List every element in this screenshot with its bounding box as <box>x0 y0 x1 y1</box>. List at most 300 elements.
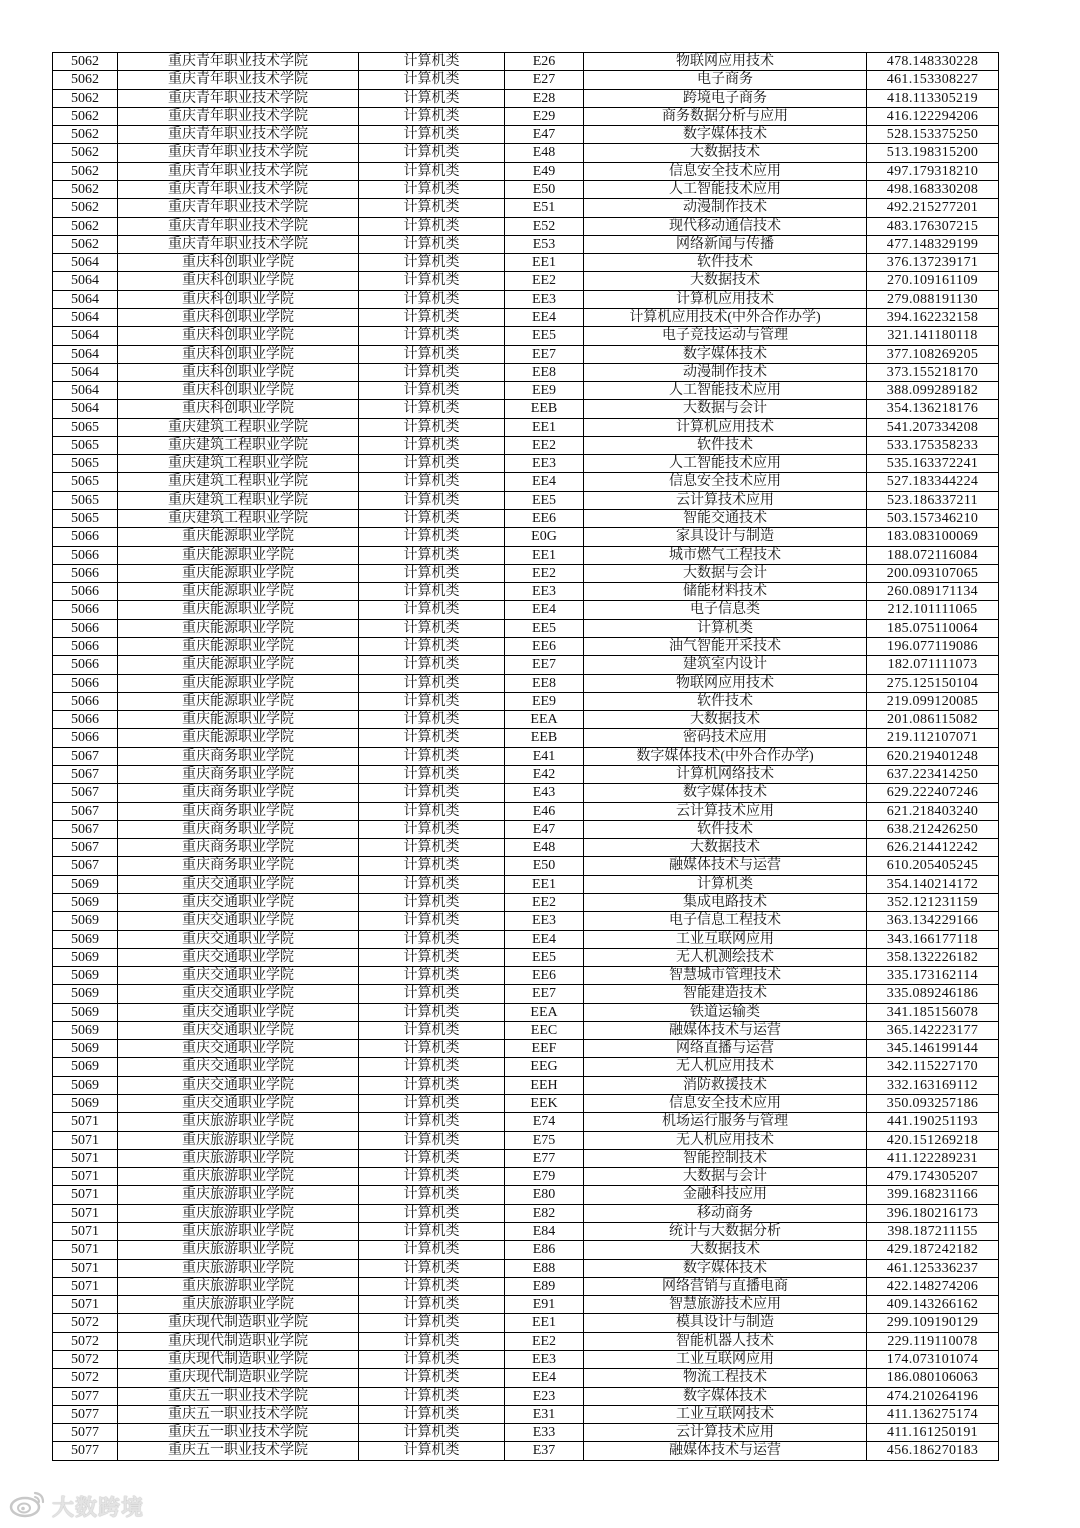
major-code: E86 <box>505 1241 584 1259</box>
major-name: 移动商务 <box>584 1205 867 1223</box>
school-code: 5071 <box>53 1260 118 1278</box>
score: 492.215277201 <box>867 199 999 217</box>
school-name: 重庆科创职业学院 <box>118 327 359 345</box>
school-name: 重庆建筑工程职业学院 <box>118 419 359 437</box>
score: 229.119110078 <box>867 1333 999 1351</box>
score: 474.210264196 <box>867 1388 999 1406</box>
major-code: E48 <box>505 839 584 857</box>
school-name: 重庆青年职业技术学院 <box>118 236 359 254</box>
major-code: E53 <box>505 236 584 254</box>
school-name: 重庆能源职业学院 <box>118 547 359 565</box>
school-name: 重庆建筑工程职业学院 <box>118 492 359 510</box>
major-code: EE1 <box>505 254 584 272</box>
major-code: E33 <box>505 1424 584 1442</box>
school-code: 5064 <box>53 291 118 309</box>
school-name: 重庆旅游职业学院 <box>118 1132 359 1150</box>
major-code: E50 <box>505 181 584 199</box>
major-name: 融媒体技术与运营 <box>584 857 867 875</box>
school-name: 重庆旅游职业学院 <box>118 1296 359 1314</box>
school-name: 重庆青年职业技术学院 <box>118 71 359 89</box>
major-code: E47 <box>505 126 584 144</box>
category: 计算机类 <box>359 1150 505 1168</box>
category: 计算机类 <box>359 620 505 638</box>
major-name: 大数据与会计 <box>584 1168 867 1186</box>
major-name: 计算机类 <box>584 620 867 638</box>
category: 计算机类 <box>359 71 505 89</box>
school-code: 5071 <box>53 1168 118 1186</box>
major-code: EE4 <box>505 601 584 619</box>
school-name: 重庆青年职业技术学院 <box>118 218 359 236</box>
score: 396.180216173 <box>867 1205 999 1223</box>
school-code: 5069 <box>53 1095 118 1113</box>
category: 计算机类 <box>359 382 505 400</box>
category: 计算机类 <box>359 1351 505 1369</box>
score: 638.212426250 <box>867 821 999 839</box>
major-code: EE3 <box>505 455 584 473</box>
school-name: 重庆交通职业学院 <box>118 949 359 967</box>
score: 352.121231159 <box>867 894 999 912</box>
score: 621.218403240 <box>867 803 999 821</box>
major-name: 数字媒体技术(中外合作办学) <box>584 748 867 766</box>
category: 计算机类 <box>359 1424 505 1442</box>
category: 计算机类 <box>359 1369 505 1387</box>
school-name: 重庆建筑工程职业学院 <box>118 437 359 455</box>
score: 541.207334208 <box>867 419 999 437</box>
score: 219.112107071 <box>867 729 999 747</box>
school-code: 5062 <box>53 199 118 217</box>
major-name: 计算机类 <box>584 876 867 894</box>
category: 计算机类 <box>359 1132 505 1150</box>
major-name: 大数据技术 <box>584 1241 867 1259</box>
category: 计算机类 <box>359 766 505 784</box>
major-name: 家具设计与制造 <box>584 528 867 546</box>
major-name: 融媒体技术与运营 <box>584 1442 867 1460</box>
category: 计算机类 <box>359 711 505 729</box>
major-code: E28 <box>505 90 584 108</box>
school-code: 5062 <box>53 218 118 236</box>
score: 185.075110064 <box>867 620 999 638</box>
school-name: 重庆能源职业学院 <box>118 638 359 656</box>
school-code: 5064 <box>53 346 118 364</box>
school-name: 重庆交通职业学院 <box>118 931 359 949</box>
school-code: 5066 <box>53 729 118 747</box>
category: 计算机类 <box>359 748 505 766</box>
school-name: 重庆科创职业学院 <box>118 382 359 400</box>
category: 计算机类 <box>359 1186 505 1204</box>
major-code: E50 <box>505 857 584 875</box>
school-name: 重庆科创职业学院 <box>118 364 359 382</box>
major-name: 无人机应用技术 <box>584 1058 867 1076</box>
score: 321.141180118 <box>867 327 999 345</box>
category: 计算机类 <box>359 199 505 217</box>
major-name: 动漫制作技术 <box>584 199 867 217</box>
school-name: 重庆旅游职业学院 <box>118 1260 359 1278</box>
major-code: EE2 <box>505 1333 584 1351</box>
category: 计算机类 <box>359 53 505 71</box>
category: 计算机类 <box>359 126 505 144</box>
major-name: 工业互联网应用 <box>584 1351 867 1369</box>
school-code: 5069 <box>53 1077 118 1095</box>
school-code: 5071 <box>53 1186 118 1204</box>
score: 342.115227170 <box>867 1058 999 1076</box>
school-code: 5064 <box>53 364 118 382</box>
score: 174.073101074 <box>867 1351 999 1369</box>
major-name: 人工智能技术应用 <box>584 181 867 199</box>
major-code: E74 <box>505 1113 584 1131</box>
score: 441.190251193 <box>867 1113 999 1131</box>
category: 计算机类 <box>359 254 505 272</box>
major-code: EE5 <box>505 492 584 510</box>
score: 186.080106063 <box>867 1369 999 1387</box>
school-name: 重庆现代制造职业学院 <box>118 1314 359 1332</box>
score: 527.183344224 <box>867 473 999 491</box>
category: 计算机类 <box>359 1278 505 1296</box>
score: 260.089171134 <box>867 583 999 601</box>
school-code: 5071 <box>53 1296 118 1314</box>
category: 计算机类 <box>359 1113 505 1131</box>
major-code: EE9 <box>505 382 584 400</box>
school-code: 5067 <box>53 839 118 857</box>
school-name: 重庆现代制造职业学院 <box>118 1351 359 1369</box>
major-code: EE2 <box>505 272 584 290</box>
major-name: 城市燃气工程技术 <box>584 547 867 565</box>
major-name: 物联网应用技术 <box>584 53 867 71</box>
major-name: 储能材料技术 <box>584 583 867 601</box>
school-name: 重庆商务职业学院 <box>118 766 359 784</box>
major-code: EEG <box>505 1058 584 1076</box>
category: 计算机类 <box>359 931 505 949</box>
category: 计算机类 <box>359 857 505 875</box>
school-code: 5069 <box>53 1040 118 1058</box>
category: 计算机类 <box>359 693 505 711</box>
school-name: 重庆能源职业学院 <box>118 656 359 674</box>
school-name: 重庆商务职业学院 <box>118 748 359 766</box>
school-name: 重庆旅游职业学院 <box>118 1278 359 1296</box>
school-code: 5065 <box>53 419 118 437</box>
school-code: 5062 <box>53 236 118 254</box>
major-name: 智能交通技术 <box>584 510 867 528</box>
major-code: EE6 <box>505 510 584 528</box>
major-code: EE7 <box>505 656 584 674</box>
score: 188.072116084 <box>867 547 999 565</box>
score: 394.162232158 <box>867 309 999 327</box>
major-code: EEH <box>505 1077 584 1095</box>
school-code: 5066 <box>53 565 118 583</box>
category: 计算机类 <box>359 1406 505 1424</box>
school-code: 5066 <box>53 601 118 619</box>
school-name: 重庆旅游职业学院 <box>118 1168 359 1186</box>
major-code: EE1 <box>505 876 584 894</box>
school-code: 5066 <box>53 693 118 711</box>
category: 计算机类 <box>359 1205 505 1223</box>
score: 409.143266162 <box>867 1296 999 1314</box>
category: 计算机类 <box>359 291 505 309</box>
category: 计算机类 <box>359 163 505 181</box>
score: 420.151269218 <box>867 1132 999 1150</box>
category: 计算机类 <box>359 638 505 656</box>
school-code: 5065 <box>53 510 118 528</box>
school-name: 重庆五一职业技术学院 <box>118 1424 359 1442</box>
major-name: 大数据技术 <box>584 144 867 162</box>
major-code: EE3 <box>505 291 584 309</box>
school-name: 重庆科创职业学院 <box>118 254 359 272</box>
category: 计算机类 <box>359 1442 505 1460</box>
major-code: EEB <box>505 729 584 747</box>
watermark-text: 大数跨境 <box>52 1495 145 1521</box>
major-name: 软件技术 <box>584 821 867 839</box>
score: 398.187211155 <box>867 1223 999 1241</box>
score: 219.099120085 <box>867 693 999 711</box>
major-name: 数字媒体技术 <box>584 126 867 144</box>
school-code: 5077 <box>53 1388 118 1406</box>
school-name: 重庆交通职业学院 <box>118 912 359 930</box>
major-name: 消防救援技术 <box>584 1077 867 1095</box>
score: 479.174305207 <box>867 1168 999 1186</box>
major-code: EE4 <box>505 309 584 327</box>
category: 计算机类 <box>359 601 505 619</box>
category: 计算机类 <box>359 1223 505 1241</box>
school-name: 重庆交通职业学院 <box>118 1095 359 1113</box>
major-code: EE2 <box>505 894 584 912</box>
school-name: 重庆交通职业学院 <box>118 1004 359 1022</box>
major-code: EE8 <box>505 675 584 693</box>
major-name: 金融科技应用 <box>584 1186 867 1204</box>
major-code: E80 <box>505 1186 584 1204</box>
score: 345.146199144 <box>867 1040 999 1058</box>
category: 计算机类 <box>359 876 505 894</box>
school-code: 5066 <box>53 620 118 638</box>
score: 416.122294206 <box>867 108 999 126</box>
major-code: EE1 <box>505 547 584 565</box>
major-name: 智慧旅游技术应用 <box>584 1296 867 1314</box>
major-code: E42 <box>505 766 584 784</box>
major-code: EE1 <box>505 1314 584 1332</box>
school-name: 重庆商务职业学院 <box>118 821 359 839</box>
major-name: 智能机器人技术 <box>584 1333 867 1351</box>
school-code: 5064 <box>53 400 118 418</box>
school-code: 5069 <box>53 1022 118 1040</box>
major-name: 融媒体技术与运营 <box>584 1022 867 1040</box>
score: 477.148329199 <box>867 236 999 254</box>
major-name: 电子信息工程技术 <box>584 912 867 930</box>
major-name: 信息安全技术应用 <box>584 473 867 491</box>
school-code: 5071 <box>53 1132 118 1150</box>
school-code: 5069 <box>53 894 118 912</box>
school-code: 5069 <box>53 876 118 894</box>
school-name: 重庆交通职业学院 <box>118 894 359 912</box>
score: 422.148274206 <box>867 1278 999 1296</box>
school-code: 5067 <box>53 766 118 784</box>
major-code: E52 <box>505 218 584 236</box>
score: 201.086115082 <box>867 711 999 729</box>
category: 计算机类 <box>359 803 505 821</box>
score: 461.125336237 <box>867 1260 999 1278</box>
major-name: 软件技术 <box>584 254 867 272</box>
major-code: EE2 <box>505 565 584 583</box>
major-name: 云计算技术应用 <box>584 803 867 821</box>
school-code: 5062 <box>53 144 118 162</box>
major-code: EE3 <box>505 1351 584 1369</box>
school-code: 5066 <box>53 675 118 693</box>
school-code: 5064 <box>53 254 118 272</box>
school-name: 重庆五一职业技术学院 <box>118 1388 359 1406</box>
score: 503.157346210 <box>867 510 999 528</box>
major-code: E0G <box>505 528 584 546</box>
major-code: E41 <box>505 748 584 766</box>
school-code: 5064 <box>53 309 118 327</box>
school-name: 重庆交通职业学院 <box>118 1040 359 1058</box>
major-name: 大数据与会计 <box>584 400 867 418</box>
score: 270.109161109 <box>867 272 999 290</box>
major-code: E26 <box>505 53 584 71</box>
category: 计算机类 <box>359 1077 505 1095</box>
school-name: 重庆能源职业学院 <box>118 693 359 711</box>
major-name: 现代移动通信技术 <box>584 218 867 236</box>
school-code: 5069 <box>53 931 118 949</box>
major-name: 信息安全技术应用 <box>584 1095 867 1113</box>
school-name: 重庆能源职业学院 <box>118 528 359 546</box>
school-name: 重庆科创职业学院 <box>118 272 359 290</box>
major-code: E48 <box>505 144 584 162</box>
score: 341.185156078 <box>867 1004 999 1022</box>
school-code: 5069 <box>53 1058 118 1076</box>
major-code: EE7 <box>505 985 584 1003</box>
score: 376.137239171 <box>867 254 999 272</box>
school-name: 重庆商务职业学院 <box>118 803 359 821</box>
category: 计算机类 <box>359 419 505 437</box>
score: 350.093257186 <box>867 1095 999 1113</box>
category: 计算机类 <box>359 1314 505 1332</box>
school-name: 重庆旅游职业学院 <box>118 1113 359 1131</box>
score: 478.148330228 <box>867 53 999 71</box>
school-code: 5071 <box>53 1278 118 1296</box>
score: 363.134229166 <box>867 912 999 930</box>
school-code: 5062 <box>53 53 118 71</box>
school-code: 5062 <box>53 90 118 108</box>
major-code: EE7 <box>505 346 584 364</box>
school-code: 5066 <box>53 638 118 656</box>
school-code: 5064 <box>53 327 118 345</box>
major-name: 模具设计与制造 <box>584 1314 867 1332</box>
school-code: 5069 <box>53 949 118 967</box>
school-code: 5065 <box>53 492 118 510</box>
category: 计算机类 <box>359 327 505 345</box>
major-name: 铁道运输类 <box>584 1004 867 1022</box>
major-code: EE5 <box>505 327 584 345</box>
category: 计算机类 <box>359 1296 505 1314</box>
major-code: EE2 <box>505 437 584 455</box>
school-name: 重庆商务职业学院 <box>118 784 359 802</box>
major-name: 统计与大数据分析 <box>584 1223 867 1241</box>
school-code: 5077 <box>53 1424 118 1442</box>
major-code: E84 <box>505 1223 584 1241</box>
category: 计算机类 <box>359 236 505 254</box>
school-code: 5071 <box>53 1223 118 1241</box>
major-name: 人工智能技术应用 <box>584 455 867 473</box>
category: 计算机类 <box>359 967 505 985</box>
major-name: 云计算技术应用 <box>584 1424 867 1442</box>
school-code: 5062 <box>53 163 118 181</box>
school-name: 重庆交通职业学院 <box>118 985 359 1003</box>
watermark <box>8 1490 144 1522</box>
school-name: 重庆青年职业技术学院 <box>118 90 359 108</box>
major-code: EE6 <box>505 967 584 985</box>
category: 计算机类 <box>359 364 505 382</box>
school-code: 5066 <box>53 711 118 729</box>
major-name: 计算机应用技术 <box>584 291 867 309</box>
school-name: 重庆商务职业学院 <box>118 839 359 857</box>
category: 计算机类 <box>359 1004 505 1022</box>
school-name: 重庆科创职业学院 <box>118 291 359 309</box>
category: 计算机类 <box>359 1168 505 1186</box>
score: 354.140214172 <box>867 876 999 894</box>
school-name: 重庆能源职业学院 <box>118 601 359 619</box>
score: 196.077119086 <box>867 638 999 656</box>
school-name: 重庆交通职业学院 <box>118 1077 359 1095</box>
major-code: E75 <box>505 1132 584 1150</box>
score: 373.155218170 <box>867 364 999 382</box>
score: 388.099289182 <box>867 382 999 400</box>
category: 计算机类 <box>359 528 505 546</box>
major-code: E79 <box>505 1168 584 1186</box>
major-code: EE3 <box>505 583 584 601</box>
category: 计算机类 <box>359 108 505 126</box>
major-name: 数字媒体技术 <box>584 346 867 364</box>
school-code: 5062 <box>53 126 118 144</box>
major-name: 大数据与会计 <box>584 565 867 583</box>
school-name: 重庆交通职业学院 <box>118 876 359 894</box>
school-code: 5067 <box>53 803 118 821</box>
major-name: 机场运行服务与管理 <box>584 1113 867 1131</box>
school-code: 5071 <box>53 1113 118 1131</box>
category: 计算机类 <box>359 1040 505 1058</box>
category: 计算机类 <box>359 656 505 674</box>
category: 计算机类 <box>359 985 505 1003</box>
score: 629.222407246 <box>867 784 999 802</box>
school-code: 5064 <box>53 382 118 400</box>
category: 计算机类 <box>359 894 505 912</box>
school-code: 5077 <box>53 1442 118 1460</box>
category: 计算机类 <box>359 1241 505 1259</box>
school-code: 5071 <box>53 1205 118 1223</box>
score: 528.153375250 <box>867 126 999 144</box>
category: 计算机类 <box>359 90 505 108</box>
score: 275.125150104 <box>867 675 999 693</box>
score: 377.108269205 <box>867 346 999 364</box>
school-code: 5066 <box>53 547 118 565</box>
major-code: E88 <box>505 1260 584 1278</box>
school-code: 5071 <box>53 1241 118 1259</box>
score: 212.101111065 <box>867 601 999 619</box>
score: 610.205405245 <box>867 857 999 875</box>
major-code: EE1 <box>505 419 584 437</box>
category: 计算机类 <box>359 912 505 930</box>
school-name: 重庆旅游职业学院 <box>118 1150 359 1168</box>
score: 429.187242182 <box>867 1241 999 1259</box>
school-code: 5071 <box>53 1150 118 1168</box>
school-name: 重庆旅游职业学院 <box>118 1186 359 1204</box>
major-name: 软件技术 <box>584 693 867 711</box>
category: 计算机类 <box>359 1333 505 1351</box>
category: 计算机类 <box>359 1022 505 1040</box>
major-code: E46 <box>505 803 584 821</box>
major-name: 物流工程技术 <box>584 1369 867 1387</box>
category: 计算机类 <box>359 1388 505 1406</box>
score: 335.173162114 <box>867 967 999 985</box>
major-name: 数字媒体技术 <box>584 784 867 802</box>
category: 计算机类 <box>359 437 505 455</box>
major-name: 电子竞技运动与管理 <box>584 327 867 345</box>
